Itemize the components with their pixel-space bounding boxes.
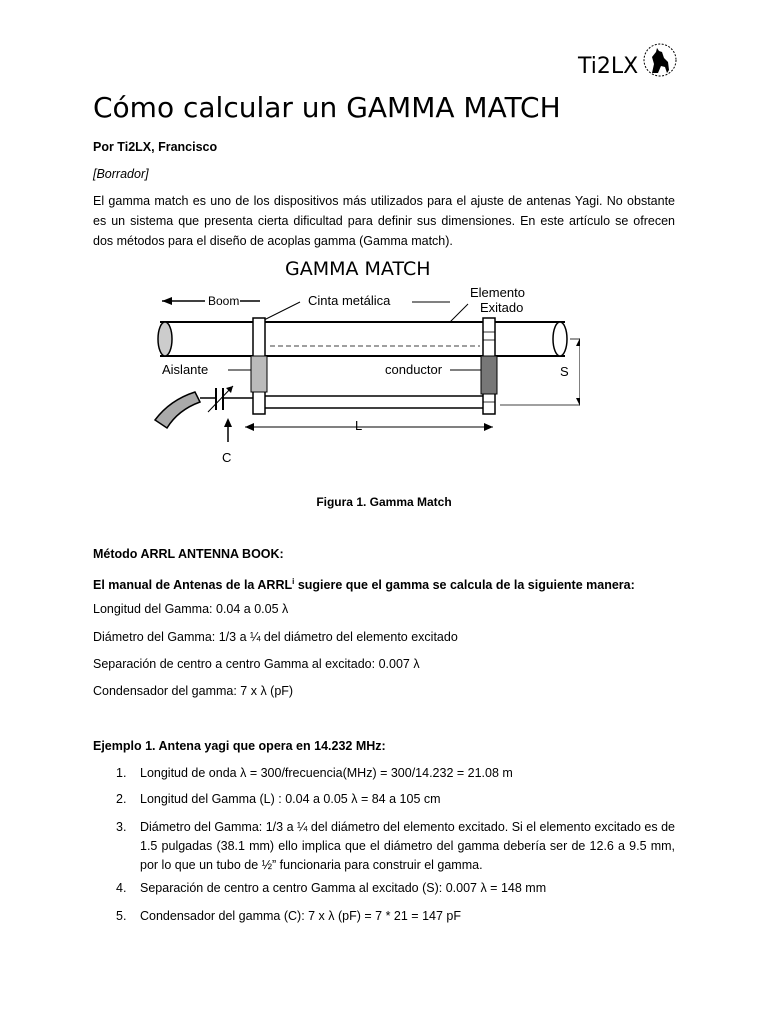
label-aislante: Aislante <box>162 362 209 377</box>
rule-separation: Separación de centro a centro Gamma al excitado: 0.007 λ <box>93 657 420 671</box>
author-line: Por Ti2LX, Francisco <box>93 140 218 154</box>
gamma-match-figure <box>150 252 580 484</box>
header-logo <box>578 40 678 84</box>
list-item: Longitud del Gamma (L) : 0.04 a 0.05 λ = 84 a 105 cm <box>140 792 441 806</box>
label-l: L <box>355 418 363 433</box>
intro-paragraph: El gamma match es uno de los dispositivos más utilizados para el ajuste de antenas Yagi. No obstante es un sistema que presenta cierta dificultad para definir sus dimensiones. En este artículo se ofrecen dos métodos para el diseño de acoplas gamma (Gamma match). <box>93 194 675 248</box>
label-boom: Boom <box>208 294 240 308</box>
page-title: Cómo calcular un GAMMA MATCH <box>93 91 561 124</box>
list-item: Longitud de onda λ = 300/frecuencia(MHz) = 300/14.232 = 21.08 m <box>140 766 513 780</box>
list-item-number: 1. <box>116 766 127 780</box>
list-item-number: 4. <box>116 881 127 895</box>
label-c: C <box>222 450 232 465</box>
method-intro-post: sugiere que el gamma se calcula de la siguiente manera: <box>294 578 635 593</box>
draft-label: [Borrador] <box>93 167 149 181</box>
method-intro-pre: El manual de Antenas de la ARRL <box>93 578 293 593</box>
label-elemento: Elemento <box>470 285 525 300</box>
list-item-number: 3. <box>116 820 127 834</box>
method-intro <box>93 572 635 595</box>
figure-title: GAMMA MATCH <box>285 258 431 280</box>
label-s: S <box>560 364 569 379</box>
figure-caption: Figura 1. Gamma Match <box>316 495 452 509</box>
list-item: Condensador del gamma (C): 7 x λ (pF) = 7 * 21 = 147 pF <box>140 909 461 923</box>
coyote-logo-icon <box>642 40 678 80</box>
list-item: Separación de centro a centro Gamma al excitado (S): 0.007 λ = 148 mm <box>140 881 547 895</box>
rule-gamma-diameter: Diámetro del Gamma: 1/3 a ¼ del diámetro del elemento excitado <box>93 630 458 644</box>
list-item-number: 2. <box>116 792 127 806</box>
label-conductor: conductor <box>385 362 443 377</box>
logo-text: Ti2LX <box>578 54 639 79</box>
list-item-number: 5. <box>116 909 127 923</box>
footnote-marker: i <box>292 577 295 586</box>
rule-capacitor: Condensador del gamma: 7 x λ (pF) <box>93 684 294 698</box>
example-heading: Ejemplo 1. Antena yagi que opera en 14.232 MHz: <box>93 739 386 753</box>
method-heading: Método ARRL ANTENNA BOOK: <box>93 547 284 561</box>
list-item: Diámetro del Gamma: 1/3 a ¼ del diámetro del elemento excitado. Si el elemento excitado es de 1.5 pulgadas (38.1 mm) ello implica que el diámetro del gamma debería ser de 12.6 a 9.5 mm, por lo que un tubo de ½” funcionaria para construir el gamma. <box>140 820 676 872</box>
rule-gamma-length: Longitud del Gamma: 0.04 a 0.05 λ <box>93 602 289 616</box>
label-exitado: Exitado <box>480 300 524 315</box>
label-cinta: Cinta metálica <box>308 293 391 308</box>
